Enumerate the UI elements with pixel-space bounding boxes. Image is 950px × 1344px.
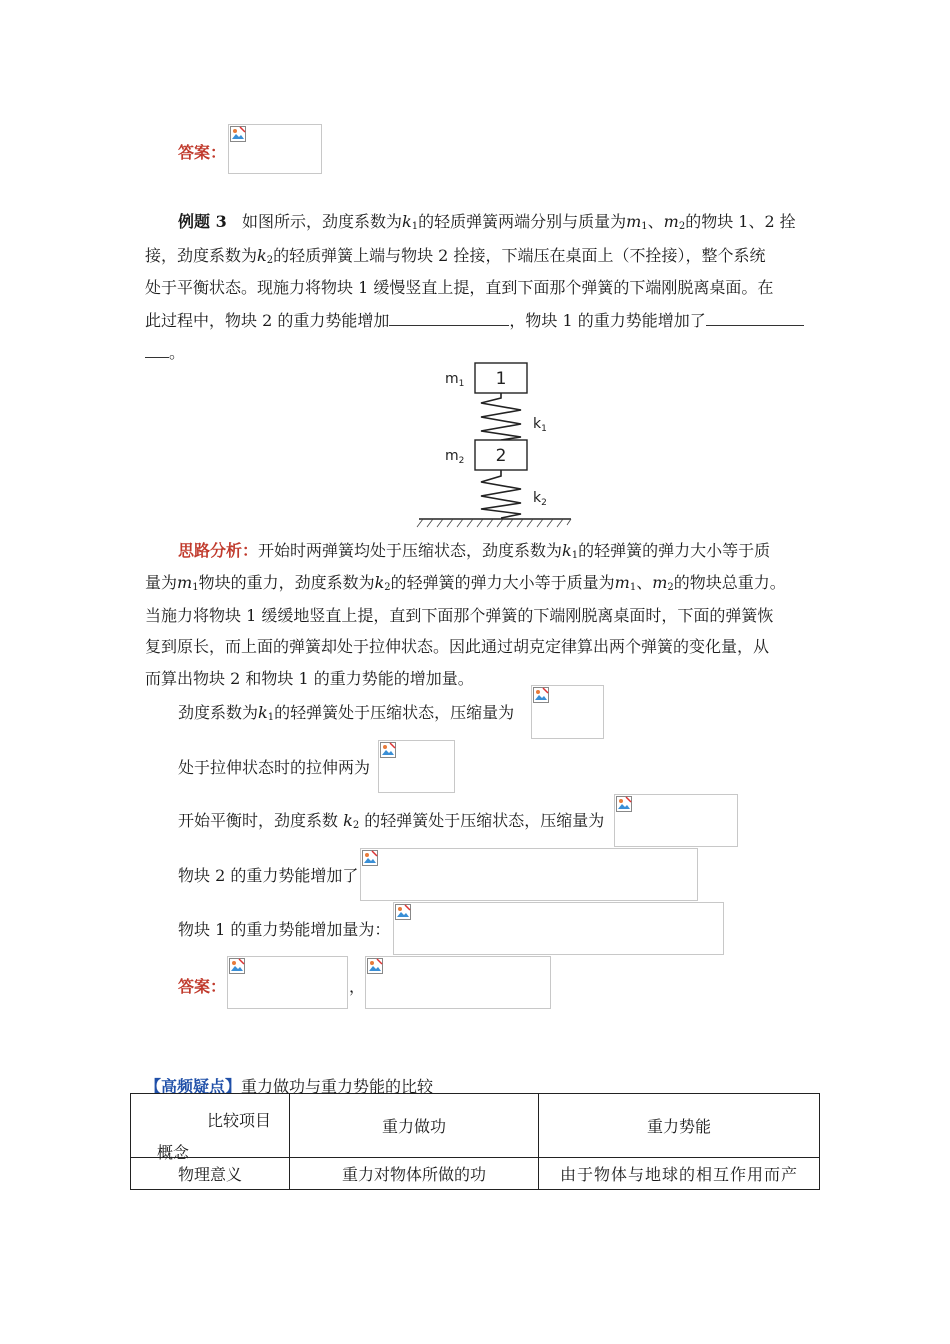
table-corner-cell: 比较项目 概念 xyxy=(131,1094,290,1158)
final-answer-image-1 xyxy=(227,956,348,1009)
step-5: 物块 1 的重力势能增加量为： xyxy=(178,920,391,939)
broken-image-icon xyxy=(380,742,396,758)
broken-image-icon xyxy=(616,796,632,812)
step-4: 物块 2 的重力势能增加了 xyxy=(178,866,359,885)
table-cell: 由于物体与地球的相互作用而产 xyxy=(539,1158,820,1190)
example-line-5: 。 xyxy=(145,343,185,363)
example-line-4: 此过程中，物块 2 的重力势能增加 ，物块 1 的重力势能增加了 xyxy=(145,311,804,331)
analysis-line-4: 复到原长，而上面的弹簧却处于拉伸状态。因此通过胡克定律算出两个弹簧的变化量，从 xyxy=(145,637,770,656)
spring-k2 xyxy=(481,470,521,518)
answer-image-placeholder xyxy=(228,124,322,174)
analysis-line-3: 当施力将物块 1 缓缓地竖直上提，直到下面那个弹簧的下端刚脱离桌面时，下面的弹簧恢 xyxy=(145,606,774,625)
figure-k2-label: $k_2$ xyxy=(533,490,547,508)
answer-separator: ， xyxy=(349,977,366,996)
answer-label: 答案： xyxy=(178,143,227,162)
analysis-label: 思路分析： xyxy=(178,541,259,560)
block-1-label: 1 xyxy=(495,369,507,389)
table-col-gravity-potential: 重力势能 xyxy=(539,1094,820,1158)
analysis-line-1: 思路分析：开始时两弹簧均处于压缩状态，劲度系数为$k_1$的轻弹簧的弹力大小等于质 xyxy=(178,541,771,561)
example-line-3: 处于平衡状态。现施力将物块 1 缓慢竖直上提，直到下面那个弹簧的下端刚脱离桌面。在 xyxy=(145,278,774,297)
comparison-table xyxy=(130,1093,820,1190)
faq-bracket-label: 【高频疑点】 xyxy=(145,1077,242,1096)
broken-image-icon xyxy=(230,126,246,142)
answer-blank-2-part2[interactable] xyxy=(145,343,169,358)
broken-image-icon xyxy=(362,850,378,866)
final-answer-image-2 xyxy=(365,956,551,1009)
surface-hatching xyxy=(417,519,571,527)
table-header-row xyxy=(131,1094,820,1158)
broken-image-icon xyxy=(229,958,245,974)
step-1: 劲度系数为$k_1$的轻弹簧处于压缩状态，压缩量为 xyxy=(178,703,515,723)
example-line-1: 例题 3 如图所示，劲度系数为$k_1$的轻质弹簧两端分别与质量为$m_1$、$m_2$的物块 1、2 拴 xyxy=(178,212,796,232)
answer-blank-1[interactable] xyxy=(389,311,509,326)
table-row xyxy=(131,1158,820,1190)
step-3: 开始平衡时，劲度系数 $k_2$ 的轻弹簧处于压缩状态，压缩量为 xyxy=(178,811,605,831)
spring-k1 xyxy=(481,393,521,440)
table-cell: 重力对物体所做的功 xyxy=(290,1158,539,1190)
analysis-line-2: 量为$m_1$物块的重力，劲度系数为$k_2$的轻弹簧的弹力大小等于质量为$m_1$、$m_2$的物块总重力。 xyxy=(145,573,786,593)
figure-k1-label: $k_1$ xyxy=(533,416,547,434)
step-5-formula-image xyxy=(393,902,724,955)
block-2-label: 2 xyxy=(495,446,507,466)
analysis-line-5: 而算出物块 2 和物块 1 的重力势能的增加量。 xyxy=(145,669,474,688)
step-2-formula-image xyxy=(378,740,455,793)
example-heading: 例题 3 xyxy=(178,212,227,231)
table-row-head: 物理意义 xyxy=(131,1158,290,1190)
broken-image-icon xyxy=(395,904,411,920)
spring-system-figure xyxy=(415,358,575,528)
example-line-2: 接，劲度系数为$k_2$的轻质弹簧上端与物块 2 拴接，下端压在桌面上（不拴接），整个系统 xyxy=(145,246,766,266)
step-1-formula-image xyxy=(531,685,604,739)
faq-title: 重力做功与重力势能的比较 xyxy=(241,1077,434,1096)
table-col-gravity-work: 重力做功 xyxy=(290,1094,539,1158)
broken-image-icon xyxy=(533,687,549,703)
figure-m1-label: $m_1$ xyxy=(445,371,465,389)
answer-blank-2-part1[interactable] xyxy=(706,311,804,326)
figure-m2-label: $m_2$ xyxy=(445,448,465,466)
step-4-formula-image xyxy=(360,848,698,901)
broken-image-icon xyxy=(367,958,383,974)
final-answer-label: 答案： xyxy=(178,977,227,996)
step-3-formula-image xyxy=(614,794,738,847)
step-2: 处于拉伸状态时的拉伸两为 xyxy=(178,758,371,777)
